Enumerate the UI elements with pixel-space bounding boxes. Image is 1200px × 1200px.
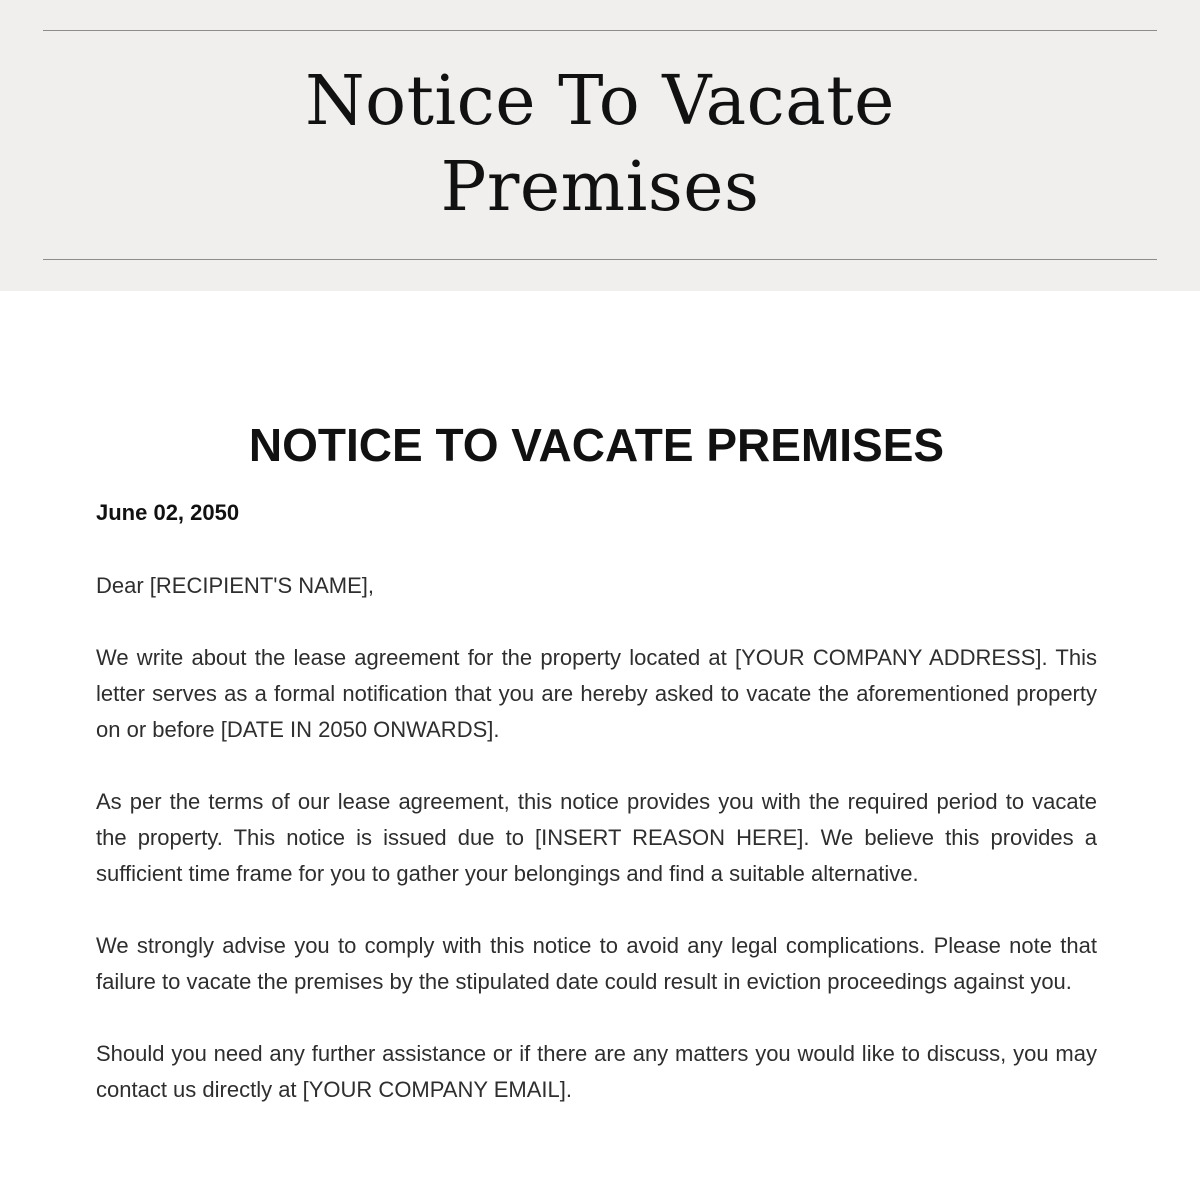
paragraph-legal-warning: We strongly advise you to comply with this notice to avoid any legal complications. Please note that failure to vacate the premises by the stipulated date could result in eviction proceedings against you. [96, 933, 1097, 994]
banner-bottom-divider [43, 259, 1157, 260]
document-date: June 02, 2050 [96, 500, 240, 525]
paragraph-contact: Should you need any further assistance or if there are any matters you would like to discuss, you may contact us directly at [YOUR COMPANY EMAIL]. [96, 1041, 1097, 1102]
paragraph-notice-period: As per the terms of our lease agreement, this notice provides you with the required period to vacate the property. This notice is issued due to [INSERT REASON HERE]. We believe this provides a sufficient time frame for you to gather your belongings and find a suitable alternative. [96, 789, 1097, 886]
banner-title-line-1: Notice To Vacate [305, 62, 895, 141]
banner-top-divider [43, 30, 1157, 31]
document-heading: NOTICE TO VACATE PREMISES [248, 419, 945, 471]
salutation: Dear [RECIPIENT'S NAME], [96, 573, 375, 598]
title-banner [0, 0, 1200, 291]
banner-title [0, 59, 1200, 231]
document-body [96, 416, 1097, 1108]
paragraph-lease-notice: We write about the lease agreement for the property located at [YOUR COMPANY ADDRESS]. This letter serves as a formal notification that you are hereby asked to vacate the aforementioned property on or before [DATE IN 2050 ONWARDS]. [96, 645, 1097, 742]
banner-title-line-2: Premises [440, 148, 760, 227]
